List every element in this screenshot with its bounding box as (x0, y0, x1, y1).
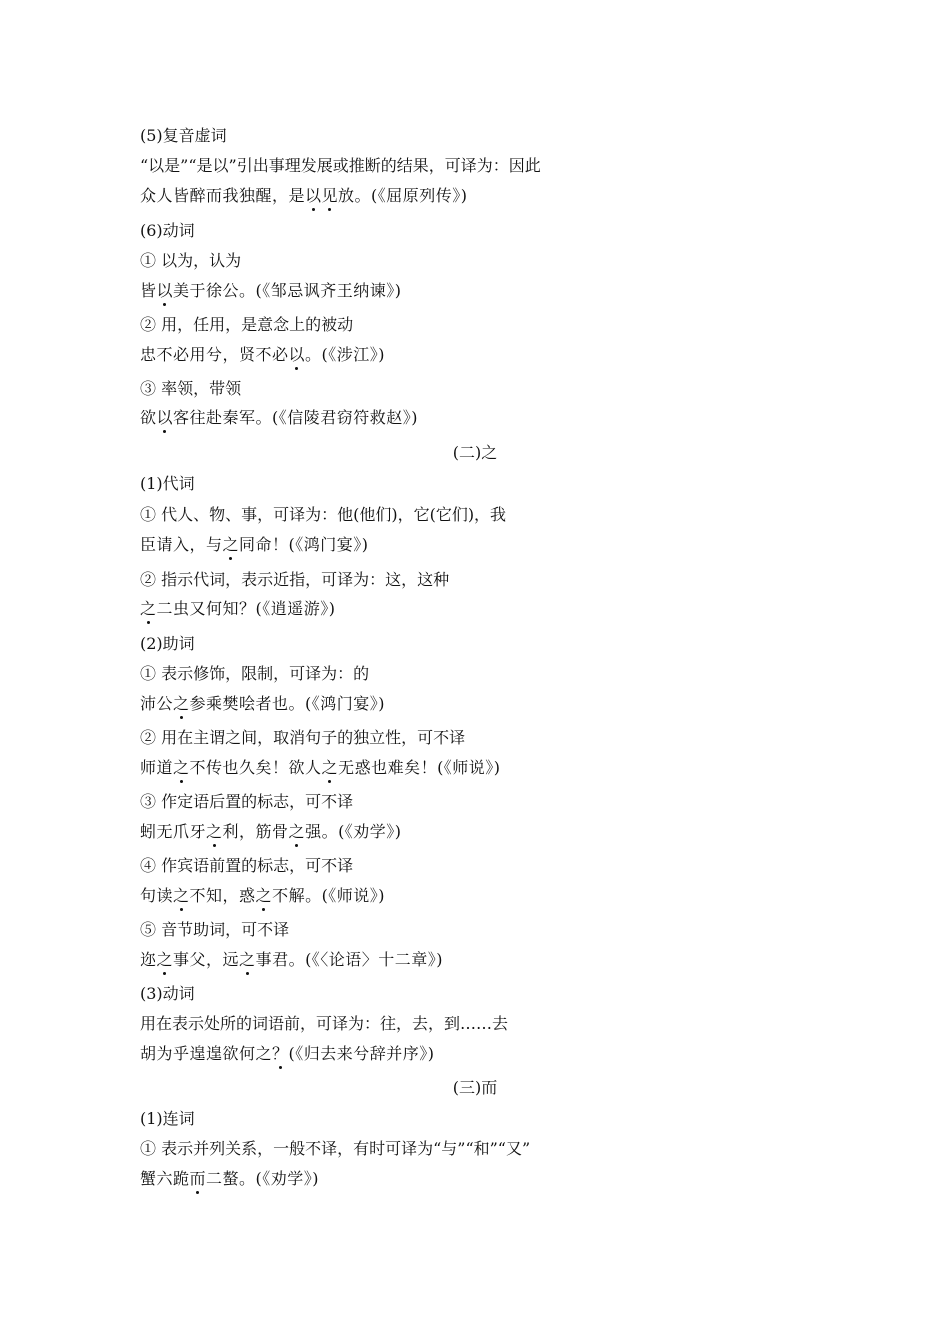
emphasized-character: 之 (239, 950, 256, 969)
definition-er-parallel: ① 表示并列关系，一般不译，有时可译为“与”“和”“又” (140, 1139, 531, 1158)
definition-zhi-syllable: ⑤ 音节助词，可不译 (140, 920, 290, 939)
emphasized-character: 之 (288, 822, 306, 841)
example-shejiang: 忠不必用兮，贤不必以。(《涉江》) (140, 345, 386, 364)
definition-yi-think: ① 以为，认为 (140, 251, 242, 270)
emphasized-character: 以 (156, 281, 174, 300)
definition-yishi: “以是”“是以”引出事理发展或推断的结果，可译为：因此 (140, 156, 541, 175)
example-guiqulaixi: 胡为乎遑遑欲何之？(《归去来兮辞并序》) (140, 1044, 435, 1063)
emphasized-character: 之 (206, 822, 223, 841)
emphasized-character: 而 (189, 1169, 207, 1188)
emphasized-character: 之 (173, 694, 190, 713)
section-heading-zhi: (二)之 (452, 443, 498, 462)
example-shishuo-1: 师道之不传也久矣！欲人之无惑也难矣！(《师说》) (140, 758, 501, 777)
example-quanxue-2: 蟹六跪而二螯。(《劝学》) (140, 1169, 320, 1188)
example-hongmenyan-1: 臣请入，与之同命！(《鸿门宴》) (140, 535, 369, 554)
subheading-1-conjunction: (1)连词 (140, 1109, 195, 1128)
definition-yi-use: ② 用，任用，是意念上的被动 (140, 315, 354, 334)
emphasized-character: 以 (305, 186, 322, 205)
emphasized-character: 之 (222, 535, 240, 554)
example-hongmenyan-2: 沛公之参乘樊哙者也。(《鸿门宴》) (140, 694, 386, 713)
subheading-1-pronoun: (1)代词 (140, 474, 195, 493)
definition-zhi-modifier: ① 表示修饰，限制，可译为：的 (140, 664, 370, 683)
emphasized-character: 之 (173, 758, 190, 777)
subheading-6-verb: (6)动词 (140, 221, 195, 240)
example-zouji: 皆以美于徐公。(《邹忌讽齐王纳谏》) (140, 281, 402, 300)
emphasized-character: 之 (255, 886, 273, 905)
section-heading-er: (三)而 (452, 1078, 498, 1097)
definition-zhi-demonstrative: ② 指示代词，表示近指，可译为：这，这种 (140, 570, 450, 589)
emphasized-character: 之 (321, 758, 339, 777)
definition-yi-lead: ③ 率领，带领 (140, 379, 242, 398)
example-xinlingjun: 欲以客往赴秦军。(《信陵君窃符救赵》) (140, 408, 419, 427)
example-quanxue-1: 蚓无爪牙之利，筋骨之强。(《劝学》) (140, 822, 402, 841)
example-shishuo-2: 句读之不知，惑之不解。(《师说》) (140, 886, 386, 905)
definition-zhi-preposed-object: ④ 作宾语前置的标志，可不译 (140, 856, 354, 875)
emphasized-character: 见 (321, 186, 339, 205)
emphasized-character: 之 (156, 950, 174, 969)
emphasized-character: 以 (156, 408, 174, 427)
example-qu-yuan: 众人皆醉而我独醒，是以见放。(《屈原列传》) (140, 186, 468, 205)
definition-zhi-subject-predicate: ② 用在主谓之间，取消句子的独立性，可不译 (140, 728, 466, 747)
example-xiaoyaoyou: 之二虫又何知？(《逍遥游》) (140, 599, 336, 618)
emphasized-character: 以 (288, 345, 306, 364)
subheading-3-verb: (3)动词 (140, 984, 195, 1003)
definition-zhi-pronoun: ① 代人、物、事，可译为：他(他们)，它(它们)，我 (140, 505, 507, 524)
example-lunyu: 迩之事父，远之事君。(《〈论语〉十二章》) (140, 950, 444, 969)
definition-zhi-go: 用在表示处所的词语前，可译为：往，去，到……去 (140, 1014, 509, 1033)
emphasized-character: ？ (272, 1044, 289, 1063)
definition-zhi-postposed-attribute: ③ 作定语后置的标志，可不译 (140, 792, 354, 811)
emphasized-character: 之 (173, 886, 190, 905)
subheading-2-auxiliary: (2)助词 (140, 634, 195, 653)
emphasized-character: 之 (140, 599, 157, 618)
subheading-5-compound-particle: (5)复音虚词 (140, 126, 227, 145)
